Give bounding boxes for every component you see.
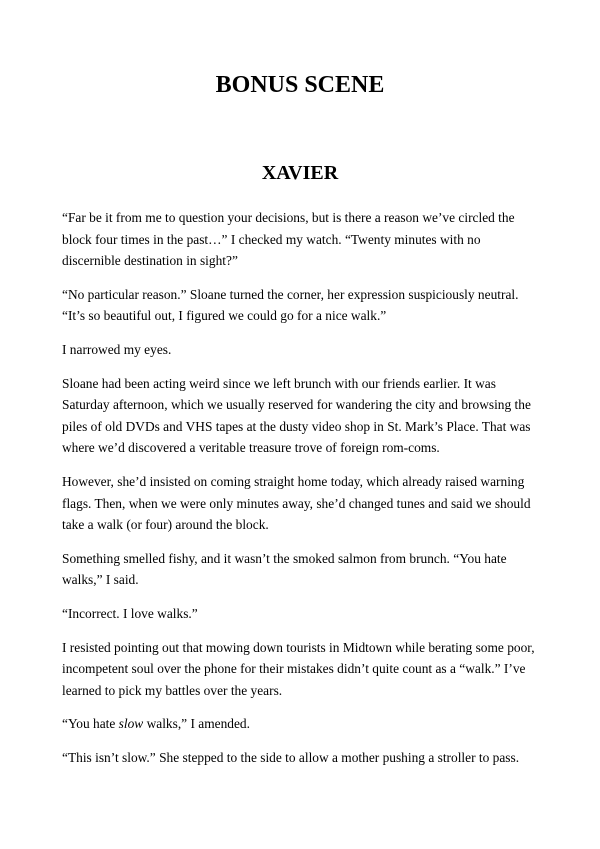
paragraph: “No particular reason.” Sloane turned the corner, her expression suspiciously neutral. “It’s so beautiful out, I figured we could go for a nice walk.” (62, 286, 519, 324)
chapter-title: XAVIER (261, 162, 339, 184)
paragraph: I resisted pointing out that mowing down tourists in Midtown while berating some poor, incompetent soul over the phone for their mistakes didn’t quite count as a “walk.” I’ve learned to pick my battles over the years. (62, 639, 535, 698)
paragraph: “This isn’t slow.” She stepped to the side to allow a mother pushing a stroller to pass. (62, 749, 520, 765)
body-text (62, 207, 542, 780)
text-segment: “You hate (62, 716, 119, 732)
paragraph: I narrowed my eyes. (62, 341, 172, 357)
paragraph-slow-walks (62, 713, 542, 735)
paragraph: “Incorrect. I love walks.” (62, 605, 198, 621)
emphasized-word: slow (118, 716, 144, 732)
paragraph: “Far be it from me to question your decisions, but is there a reason we’ve circled the block four times in the past…” I checked my watch. “Twenty minutes with no discernible destination in sight?” (62, 210, 515, 269)
bonus-scene-heading: BONUS SCENE (215, 72, 385, 98)
paragraph: Something smelled fishy, and it wasn’t the smoked salmon from brunch. “You hate walks,” I said. (62, 550, 507, 588)
text-segment: walks,” I amended. (143, 716, 250, 732)
paragraph: However, she’d insisted on coming straight home today, which already raised warning flags. Then, when we were only minutes away, she’d changed tunes and said we should take a walk (or four) around the block. (62, 473, 531, 533)
paragraph: Sloane had been acting weird since we left brunch with our friends earlier. It was Saturday afternoon, which we usually reserved for wandering the city and browsing the piles of old DVDs and VHS tapes at the dusty video shop in St. Mark’s Place. That was where we’d discovered a veritable treasure trove of foreign rom-coms. (62, 375, 531, 456)
